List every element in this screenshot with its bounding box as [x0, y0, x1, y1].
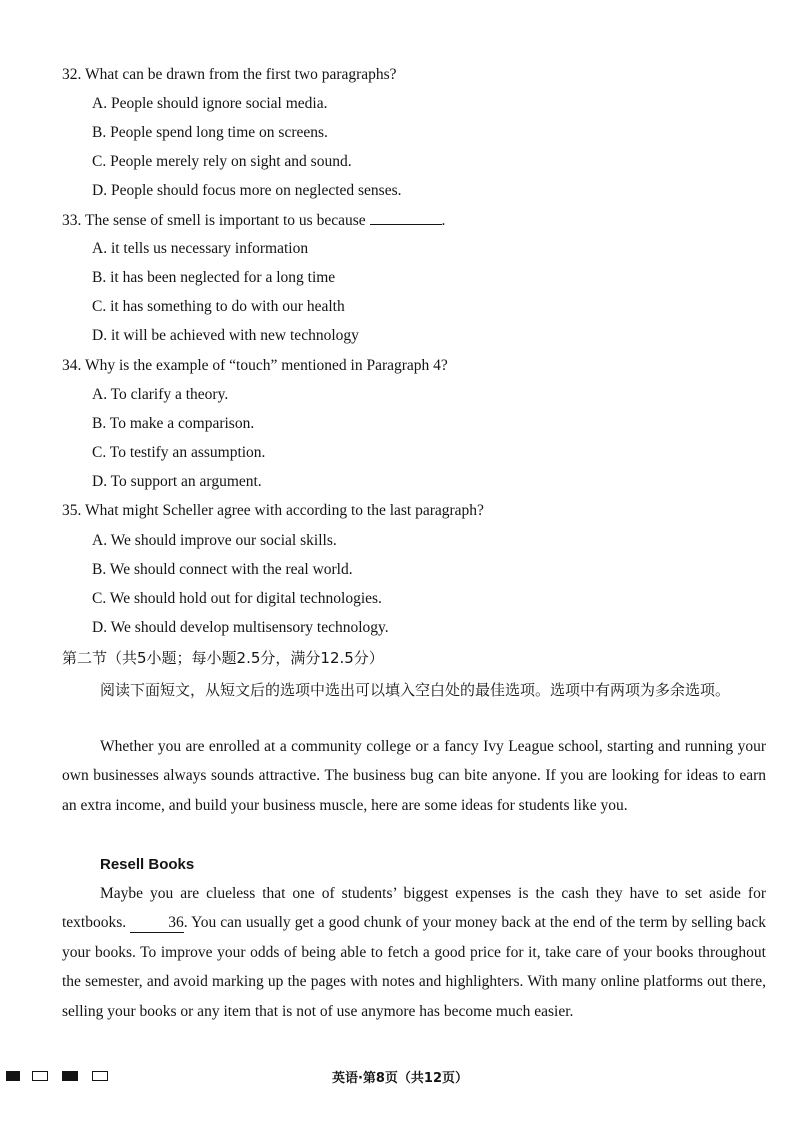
- passage-intro: Whether you are enrolled at a community college or a fancy Ivy League school, starting and running your own businesses always sounds attractive. The business bug can bite anyone. If you are looking for ideas to earn an extra income, and build your business muscle, here are some ideas for students like you.: [62, 738, 766, 814]
- question-34-option-d: D. To support an argument.: [92, 473, 262, 490]
- question-35-option-b: B. We should connect with the real world.: [92, 561, 353, 578]
- passage-paragraph-rest: . You can usually get a good chunk of your money back at the end of the term by selling back your books. To improve your odds of being able to fetch a good price for it, take care of your books throughout the semester, and avoid marking up the pages with notes and highlighters. With many online platforms out there, selling your books or any item that is not of use anymore has become much easier.: [62, 914, 766, 1020]
- page-footer: 英语·第8页（共12页）: [331, 1071, 469, 1086]
- section-instruction: 阅读下面短文，从短文后的选项中选出可以填入空白处的最佳选项。选项中有两项为多余选项。: [100, 681, 731, 699]
- question-32-option-b: B. People spend long time on screens.: [92, 124, 328, 141]
- passage-paragraph-lead: Maybe you are clueless that one of students’ biggest expenses is the cash they have to set aside for textbooks.: [62, 885, 766, 932]
- question-33-stem: [62, 210, 445, 231]
- section-title: 第二节（共5小题；每小题2.5分，满分12.5分）: [62, 649, 384, 667]
- question-34-stem: 34. Why is the example of “touch” mentioned in Paragraph 4?: [62, 357, 448, 374]
- question-33-option-a: A. it tells us necessary information: [92, 240, 309, 257]
- question-35-option-d: D. We should develop multisensory technology.: [92, 619, 389, 636]
- question-32-stem: 32. What can be drawn from the first two paragraphs?: [62, 66, 397, 83]
- question-32-option-d: D. People should focus more on neglected senses.: [92, 182, 402, 199]
- question-35-stem: 35. What might Scheller agree with according to the last paragraph?: [62, 502, 484, 519]
- question-32-option-a: A. People should ignore social media.: [92, 95, 328, 112]
- question-34-option-c: C. To testify an assumption.: [92, 444, 266, 461]
- question-35-option-c: C. We should hold out for digital technologies.: [92, 590, 382, 607]
- blank-36: 36: [130, 914, 184, 933]
- question-34-option-b: B. To make a comparison.: [92, 415, 255, 432]
- question-33-option-b: B. it has been neglected for a long time: [92, 269, 336, 286]
- question-35-option-a: A. We should improve our social skills.: [92, 532, 337, 549]
- question-34-option-a: A. To clarify a theory.: [92, 386, 229, 403]
- question-33-option-d: D. it will be achieved with new technology: [92, 327, 359, 344]
- question-32-option-c: C. People merely rely on sight and sound.: [92, 153, 352, 170]
- passage-heading: Resell Books: [100, 856, 195, 873]
- question-33-stem-end: .: [441, 212, 446, 229]
- answer-blank: [370, 210, 442, 225]
- passage-paragraph: [62, 879, 766, 1026]
- question-33-option-c: C. it has something to do with our health: [92, 298, 345, 315]
- question-33-stem-text: 33. The sense of smell is important to us because: [62, 212, 366, 229]
